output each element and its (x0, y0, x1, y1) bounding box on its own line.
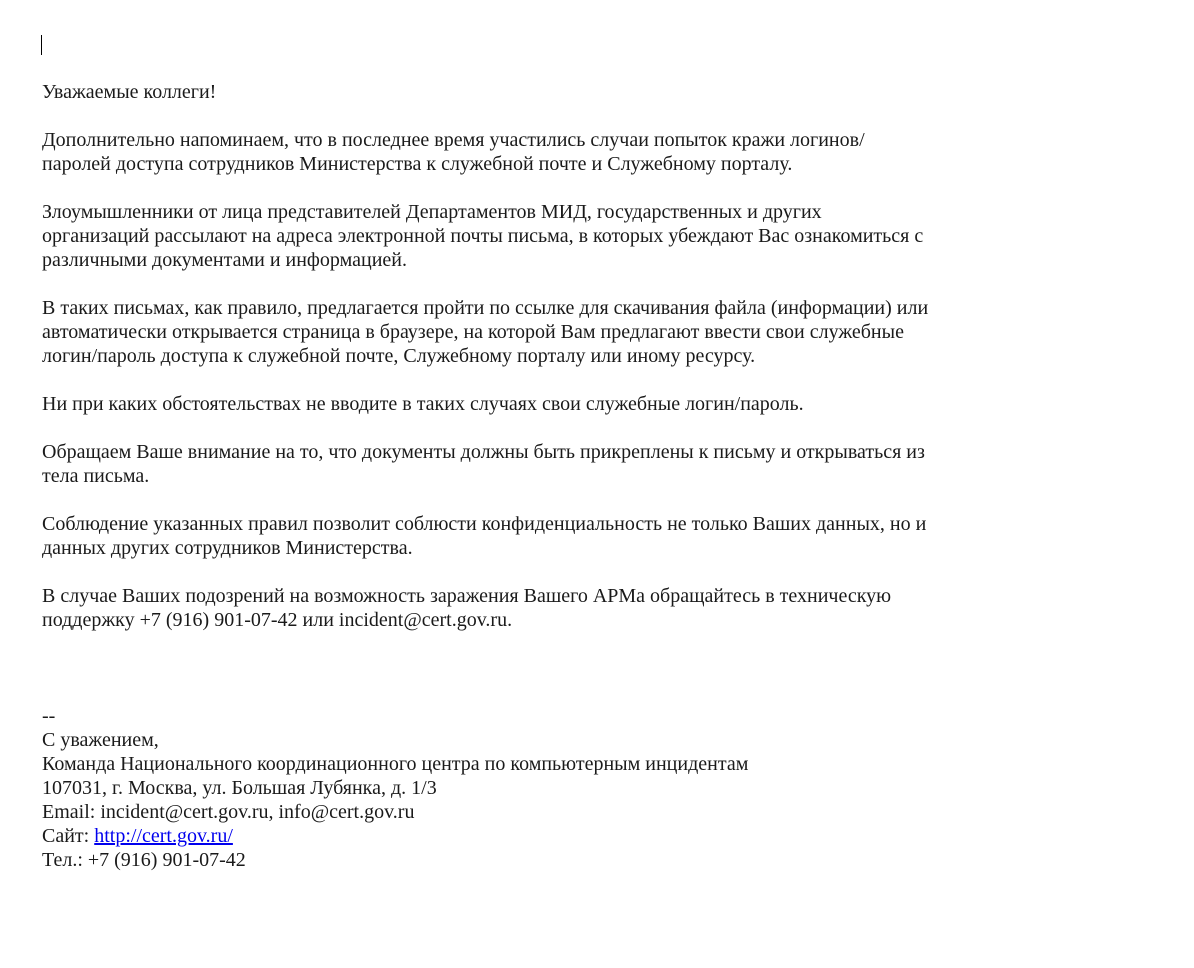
greeting-line (42, 32, 1182, 104)
signature-phone: Тел.: +7 (916) 901-07-42 (42, 849, 246, 871)
paragraph-attachments: Обращаем Ваше внимание на то, что документы должны быть прикреплены к письму и открываться из тела письма. (42, 441, 925, 487)
paragraph-warning: Ни при каких обстоятельствах не вводите в таких случаях свои служебные логин/пароль. (42, 393, 804, 415)
signature-block (42, 704, 1182, 872)
paragraph-support-contact: В случае Ваших подозрений на возможность заражения Вашего АРМа обращайтесь в техническую поддержку +7 (916) 901-07-42 или incident@cert.gov.ru. (42, 585, 892, 631)
signature-team: Команда Национального координационного центра по компьютерным инцидентам (42, 753, 749, 775)
signature-closing: С уважением, (42, 729, 159, 751)
signature-site-label: Сайт: (42, 825, 95, 847)
greeting-text: Уважаемые коллеги! (42, 81, 217, 103)
paragraph-confidentiality: Соблюдение указанных правил позволит соблюсти конфиденциальность не только Ваших данных, но и данных других сотрудников Министерства. (42, 513, 927, 559)
text-caret (41, 35, 42, 55)
signature-address: 107031, г. Москва, ул. Большая Лубянка, д. 1/3 (42, 777, 437, 799)
paragraph-phishing-links: В таких письмах, как правило, предлагается пройти по ссылке для скачивания файла (информации) или автоматически открывается страница в браузере, на которой Вам предлагают ввести свои служебные логин/пароль доступа к служебной почте, Служебному порталу или иному ресурсу. (42, 297, 929, 367)
paragraph-credential-theft: Дополнительно напоминаем, что в последнее время участились случаи попыток кражи логинов/ паролей доступа сотрудников Министерства к служебной почте и Служебному порталу. (42, 129, 865, 175)
site-link[interactable]: http://cert.gov.ru/ (94, 825, 233, 847)
signature-separator: -- (42, 705, 56, 727)
signature-site (42, 824, 1182, 848)
signature-email: Email: incident@cert.gov.ru, info@cert.gov.ru (42, 801, 415, 823)
paragraph-attackers: Злоумышленники от лица представителей Департаментов МИД, государственных и других организаций рассылают на адреса электронной почты письма, в которых убеждают Вас ознакомиться с различными документами и информацией. (42, 201, 924, 271)
email-body (42, 32, 1182, 872)
signature-spacer (42, 656, 1182, 704)
